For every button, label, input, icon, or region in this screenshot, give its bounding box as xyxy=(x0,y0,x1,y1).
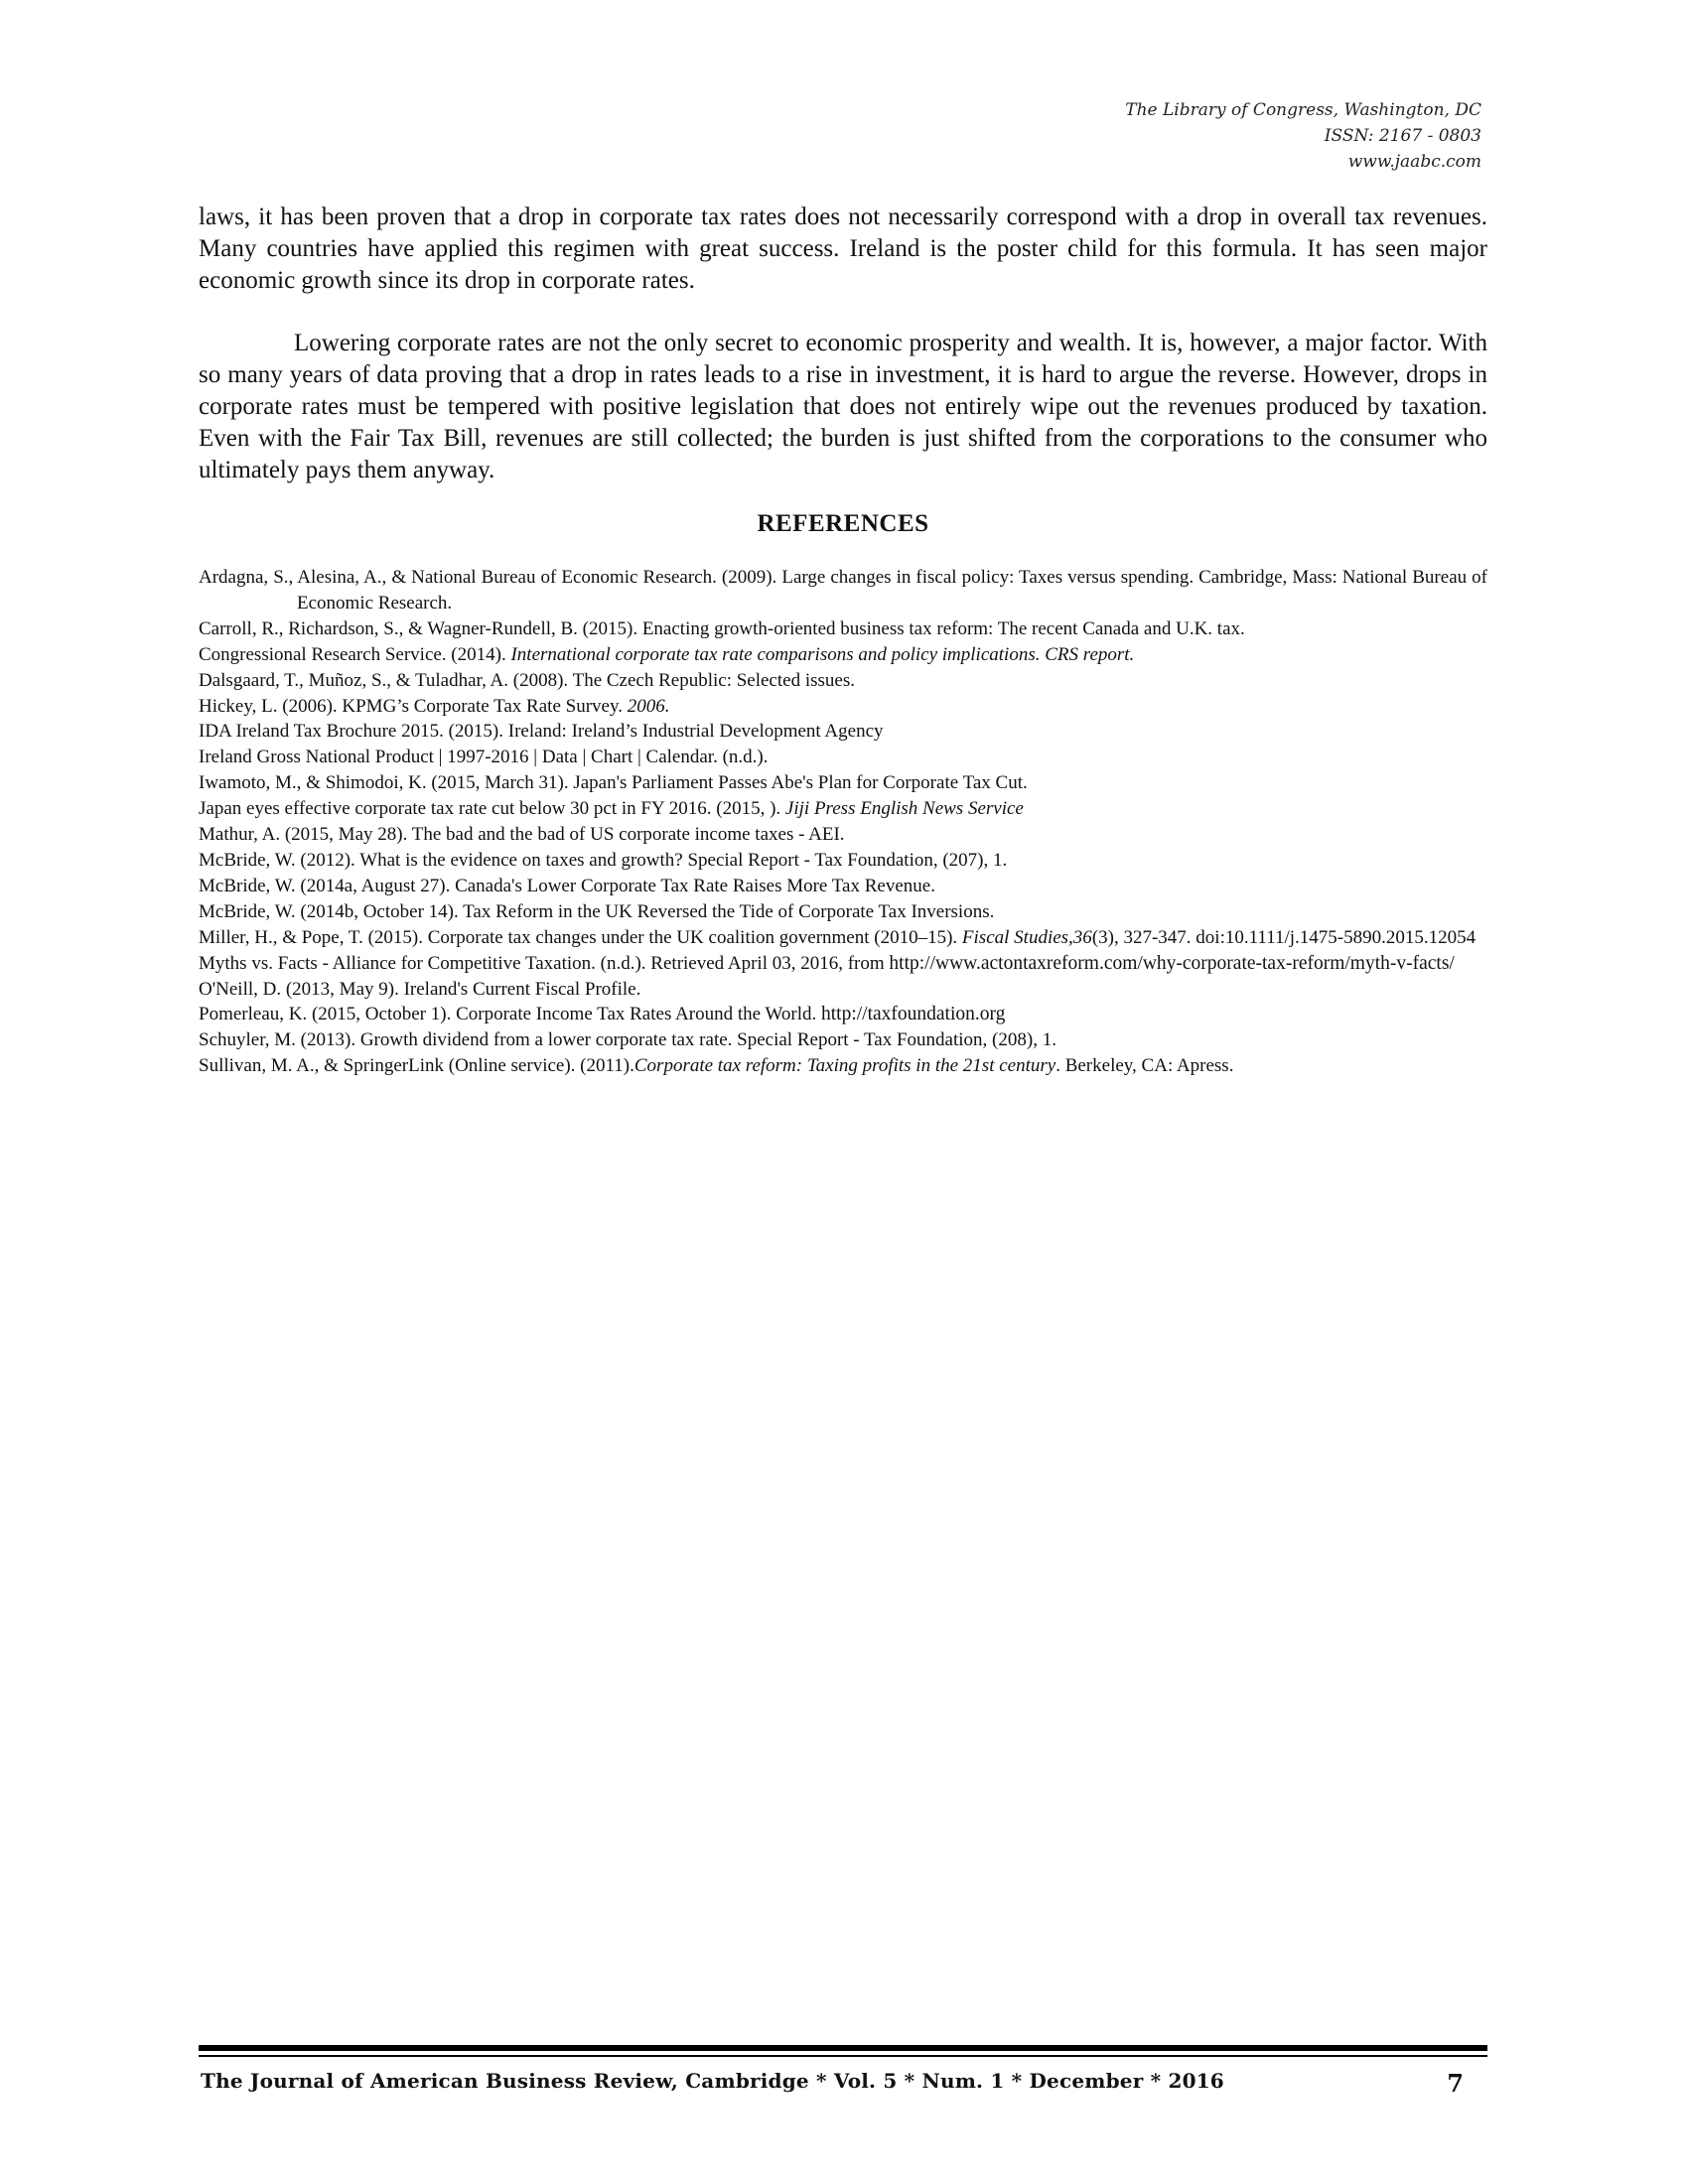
reference-entry xyxy=(199,899,1487,925)
reference-italic-title: Jiji Press English News Service xyxy=(784,798,1024,820)
reference-entry xyxy=(199,565,1487,616)
reference-entry xyxy=(199,951,1487,977)
reference-entry xyxy=(199,745,1487,770)
reference-entry xyxy=(199,616,1487,642)
footer-rule xyxy=(199,2045,1487,2051)
footer-rule xyxy=(199,2055,1487,2057)
reference-entry xyxy=(199,848,1487,874)
reference-text: Pomerleau, K. (2015, October 1). Corporate Income Tax Rates Around the World. xyxy=(199,1004,821,1025)
reference-text: Ardagna, S., Alesina, A., & National Bureau of Economic Research. (2009). Large changes in fiscal policy: Taxes versus spending. Cambridge, Mass: National Bureau of Economic Research. xyxy=(199,567,1487,614)
header-publisher: The Library of Congress, Washington, DC xyxy=(1125,100,1481,120)
reference-text: Hickey, L. (2006). KPMG’s Corporate Tax Rate Survey. xyxy=(199,695,628,717)
footer-journal-title: The Journal of American Business Review, Cambridge * Vol. 5 * Num. 1 * December * 2016 xyxy=(201,2069,1224,2093)
reference-text: Iwamoto, M., & Shimodoi, K. (2015, March 31). Japan's Parliament Passes Abe's Plan for Corporate Tax Cut. xyxy=(199,772,1028,794)
reference-text: McBride, W. (2014b, October 14). Tax Reform in the UK Reversed the Tide of Corporate Tax Inversions. xyxy=(199,900,995,922)
reference-entry xyxy=(199,1002,1487,1027)
reference-entry xyxy=(199,719,1487,745)
reference-entry xyxy=(199,822,1487,848)
header-issn: ISSN: 2167 - 0803 xyxy=(1324,126,1481,146)
reference-text: (3), 327-347. doi:10.1111/j.1475-5890.2015.12054 xyxy=(1091,926,1477,948)
body-paragraph: laws, it has been proven that a drop in corporate tax rates does not necessarily correspond with a drop in overall tax revenues. Many countries have applied this regimen with great success. Ireland is the poster child for this formula. It has seen major economic growth since its drop in corporate rates. xyxy=(199,204,1487,294)
reference-text: Sullivan, M. A., & SpringerLink (Online service). (2011). xyxy=(199,1055,634,1077)
reference-italic-title: International corporate tax rate comparisons and policy implications. CRS report. xyxy=(510,643,1135,665)
reference-entry xyxy=(199,694,1487,720)
reference-entry xyxy=(199,977,1487,1003)
reference-text: Myths vs. Facts - Alliance for Competitive Taxation. (n.d.). Retrieved April 03, 2016, from xyxy=(199,952,890,974)
reference-italic-title: Corporate tax reform: Taxing profits in the 21st century xyxy=(633,1055,1056,1077)
reference-text: Carroll, R., Richardson, S., & Wagner-Rundell, B. (2015). Enacting growth-oriented business tax reform: The recent Canada and U.K. tax. xyxy=(199,617,1245,639)
reference-text: Schuyler, M. (2013). Growth dividend from a lower corporate tax rate. Special Report - Tax Foundation, (208), 1. xyxy=(199,1029,1056,1051)
reference-text: Mathur, A. (2015, May 28). The bad and the bad of US corporate income taxes - AEI. xyxy=(199,824,845,846)
reference-url-link[interactable]: http://www.actontaxreform.com/why-corporate-tax-reform/myth-v-facts/ xyxy=(889,952,1455,974)
reference-text: O'Neill, D. (2013, May 9). Ireland's Current Fiscal Profile. xyxy=(199,978,641,1000)
reference-entry xyxy=(199,770,1487,796)
references-heading: REFERENCES xyxy=(757,510,929,537)
reference-entry xyxy=(199,1027,1487,1053)
reference-entry xyxy=(199,642,1487,668)
page-number: 7 xyxy=(1447,2069,1464,2098)
body-paragraph: Lowering corporate rates are not the only secret to economic prosperity and wealth. It is, however, a major factor. With so many years of data proving that a drop in rates leads to a rise in investment, it is hard to argue the reverse. However, drops in corporate rates must be tempered with positive legislation that does not entirely wipe out the revenues produced by taxation. Even with the Fair Tax Bill, revenues are still collected; the burden is just shifted from the corporations to the consumer who ultimately pays them anyway. xyxy=(199,330,1487,483)
reference-italic-title: Fiscal Studies,36 xyxy=(961,926,1092,948)
references-list xyxy=(199,565,1487,1079)
reference-entry xyxy=(199,668,1487,694)
reference-text: Ireland Gross National Product | 1997-2016 | Data | Chart | Calendar. (n.d.). xyxy=(199,747,769,768)
reference-entry xyxy=(199,796,1487,822)
reference-text: Japan eyes effective corporate tax rate cut below 30 pct in FY 2016. (2015, ). xyxy=(199,798,785,820)
reference-url-link[interactable]: http://taxfoundation.org xyxy=(820,1004,1006,1025)
header-website: www.jaabc.com xyxy=(1347,152,1481,172)
reference-entry xyxy=(199,874,1487,899)
reference-text: McBride, W. (2012). What is the evidence on taxes and growth? Special Report - Tax Foundation, (207), 1. xyxy=(199,849,1008,871)
reference-text: Miller, H., & Pope, T. (2015). Corporate tax changes under the UK coalition government (2010–15). xyxy=(199,926,962,948)
reference-italic-title: 2006. xyxy=(627,695,670,717)
reference-text: McBride, W. (2014a, August 27). Canada's Lower Corporate Tax Rate Raises More Tax Revenue. xyxy=(199,875,935,896)
running-header xyxy=(1125,97,1481,175)
reference-entry xyxy=(199,1053,1487,1079)
body-text xyxy=(199,202,1487,517)
reference-entry xyxy=(199,925,1487,951)
reference-text: IDA Ireland Tax Brochure 2015. (2015). Ireland: Ireland’s Industrial Development Agency xyxy=(199,721,884,743)
reference-text: Dalsgaard, T., Muñoz, S., & Tuladhar, A. (2008). The Czech Republic: Selected issues. xyxy=(199,669,855,691)
reference-text: Congressional Research Service. (2014). xyxy=(199,643,511,665)
reference-text: . Berkeley, CA: Apress. xyxy=(1055,1055,1234,1077)
